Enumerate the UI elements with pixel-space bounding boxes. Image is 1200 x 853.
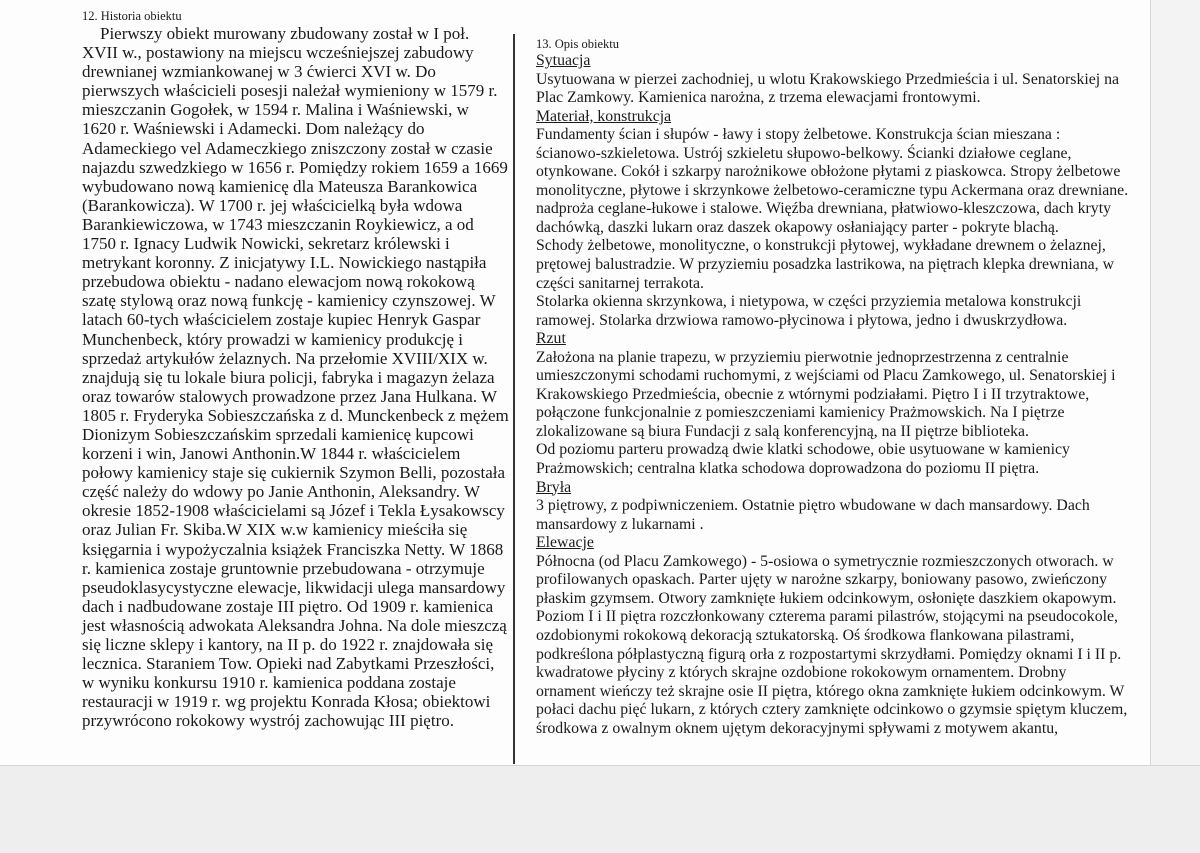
history-text-line: Adameckiego vel Adameczkiego zniszczony został w czasie [82, 138, 493, 158]
description-text-line: otynkowane. Cokół i szkarpy narożnikowe obłożone płytami z piaskowca. Stropy żelbetowe [536, 163, 1121, 181]
description-text-line: 3 piętrowy, z podpiwniczeniem. Ostatnie piętro wbudowane w dach mansardowy. Dach [536, 497, 1090, 515]
history-text-line: korzeni i win, Janowi Anthonin.W 1844 r. właścicielem [82, 444, 461, 464]
description-text-line: prętowej balustradzie. W przyziemiu posadzka lastrikowa, na piętrach klepka drewniana, w [536, 256, 1114, 274]
description-text-line: umieszczonymi schodami ruchomymi, z wejściami od Placu Zamkowego, ul. Senatorskiej i [536, 367, 1116, 385]
description-text-line: Fundamenty ścian i słupów - ławy i stopy żelbetowe. Konstrukcja ścian mieszana : [536, 126, 1061, 144]
history-text-line: Barankiewiczowa, w 1743 mieszczanin Roykiewicz, a od [82, 214, 474, 234]
history-text-line: mieszczanin Gogołek, w 1594 r. Malina i Waśniewski, w [82, 100, 469, 120]
description-text-line: monolityczne, płytowe i skrzynkowe żelbetowo-ceramiczne typu Ackermana oraz drewniane. [536, 181, 1129, 199]
history-text-line: drewnianej wzmiankowanej w 3 ćwierci XVI w. Do [82, 62, 436, 82]
history-text-line: się liczne sklepy i kantory, na II p. do 1922 r. znajdowała się [82, 635, 494, 654]
history-text-line: w wyniku konkursu 1910 r. kamienica poddana zostaje [82, 673, 456, 693]
history-text-line: oraz towarów stalowych prowadzone przez Jana Hulkana. W [82, 386, 498, 406]
history-text-line: połowy kamienicy staje się cukiernik Szymon Belli, pozostała [82, 463, 506, 483]
history-text-line: dach i nadbudowane zostaje III piętro. Od 1909 r. kamienica [82, 596, 494, 616]
description-text-line: ścianowo-szkieletowa. Ustrój szkieletu słupowo-belkowy. Ścianki działowe ceglane, [536, 144, 1072, 162]
description-text-line: Północna (od Placu Zamkowego) - 5-osiowa o symetrycznie rozmieszczonych otworach. w [536, 552, 1114, 570]
description-text-line: Założona na planie trapezu, w przyziemiu pierwotnie jednoprzestrzenna z centralnie [536, 348, 1069, 366]
history-text-line: okresie 1852-1908 właścicielami są Józef i Tekla Łysakowscy [82, 501, 505, 521]
history-text-line: znajdują się tu lokale biura policji, fabryka i magazyn żelaza [82, 367, 495, 387]
history-text-line: wybudowano nową kamienicę dla Mateusza Barankowica [82, 176, 478, 196]
description-text-line: Poziom I i II piętra rozczłonkowany czterema parami pilastrów, stojącymi na pseudocokole, [536, 608, 1118, 626]
history-text-line: lecznica. Staraniem Tow. Opieki nad Zabytkami Przeszłości, [82, 654, 495, 674]
history-section-title: 12. Historia obiektu [82, 9, 182, 23]
description-text-line: ornament wieńczy też skrajne osie II piętra, którego okna zamknięte łukiem odcinkowym. W [536, 682, 1125, 700]
subsection-heading: Bryła [536, 478, 572, 496]
history-text-line: 1805 r. Fryderyka Sobieszczańska z d. Munckenbeck z mężem [82, 405, 509, 425]
scan-margin-bottom [0, 765, 1200, 853]
description-text-line: podkreślona półplastyczną figurą orła z rozpostartymi skrzydłami. Pomiędzy oknami I i II p. [536, 645, 1122, 663]
subsection-heading: Elewacje [536, 534, 594, 552]
description-text-line: Usytuowana w pierzei zachodniej, u wlotu Krakowskiego Przedmieścia i ul. Senatorskiej na [536, 70, 1120, 88]
history-text-line: XVII w., postawiony na miejscu wcześniejszej zabudowy [82, 43, 474, 63]
history-text-line: część należy do wdowy po Janie Anthonin, Aleksandry. W [82, 482, 480, 502]
history-text-line: najazdu szwedzkiego w 1656 r. Pomiędzy rokiem 1659 a 1669 [82, 157, 508, 177]
column-divider [513, 34, 515, 764]
subsection-heading: Materiał, konstrukcja [536, 107, 672, 125]
description-text-line: połączone funkcjonalnie z pomieszczeniami kamienicy Prażmowskich. Na I piętrze [536, 404, 1065, 422]
history-text-line: Dionizym Sobieszczańskim sprzedali kamienicę kupcowi [82, 424, 474, 444]
description-text-line: dachówką, daszki lukarn oraz daszek okapowy osłaniający parter - pokryte blachą. [536, 218, 1059, 236]
history-text-line: Pierwszy obiekt murowany zbudowany został w I poł. [100, 24, 470, 43]
history-text-line: pierwszych właścicieli posesji należał wymieniony w 1579 r. [82, 81, 498, 101]
description-text-line: Plac Zamkowy. Kamienica narożna, z trzema elewacjami frontowymi. [536, 89, 981, 107]
history-text-line: 1750 r. Ignacy Ludwik Nowicki, sekretarz królewski i [82, 234, 450, 254]
history-text-line: restauracji w 1919 r. wg projektu Konrada Kłosa; obiektowi [82, 692, 491, 712]
description-text-line: profilowanych opaskach. Parter ujęty w narożne szkarpy, boniowany pasowo, zwieńczony [536, 571, 1107, 589]
description-column [536, 36, 1146, 738]
history-text-line: przywrócono rokokowy wystrój zachowując III piętro. [82, 711, 454, 731]
history-text-line: Munchenbeck, który prowadzi w kamienicy produkcję i [82, 329, 463, 349]
history-text [82, 24, 512, 730]
description-text-line: Krakowskiego Przedmieścia, obecnie z wtórnymi podziałami. Piętro I i II trzytraktowe, [536, 385, 1090, 403]
history-text-line: latach 60-tych właścicielem zostaje kupiec Henryk Gaspar [82, 310, 481, 330]
description-text [536, 52, 1146, 738]
description-text-line: Prażmowskich; centralna klatka schodowa doprowadzona do poziomu II piętra. [536, 460, 1040, 478]
description-text-line: kwadratowe płyciny z których skrajne ozdobione rokokowym ornamentem. Drobny [536, 664, 1067, 682]
description-text-line: nadproża ceglane-łukowe i stalowe. Więźba drewniana, płatwiowo-kleszczowa, dach kryty [536, 200, 1111, 218]
description-section-title: 13. Opis obiektu [536, 37, 619, 51]
history-text-line: r. kamienica zostaje gruntownie przebudowana - otrzymuje [82, 558, 485, 578]
history-text-line: księgarnia i wypożyczalnia książek Franciszka Netty. W 1868 [82, 539, 504, 559]
history-text-line: oraz Julian Fr. Skiba.W XIX w.w kamienicy mieściła się [82, 520, 468, 540]
description-text-line: połaci dachu pięć lukarn, z których cztery zamknięte odcinkowo o gzymsie spiętym kluczem, [536, 701, 1128, 719]
history-text-line: szatę stylową oraz nową funkcję - kamienicy czynszowej. W [82, 291, 496, 311]
history-text-line: metrykant koronny. Z inicjatywy I.L. Nowickiego nastąpiła [82, 253, 487, 273]
history-column [82, 8, 512, 730]
description-text-line: zlokalizowane są biura Fundacji z salą konferencyjną, na II piętrze biblioteka. [536, 422, 1030, 440]
description-text-line: Stolarka okienna skrzynkowa, i nietypowa, w części przyziemia metalowa konstrukcji [536, 293, 1082, 311]
description-text-line: Schody żelbetowe, monolityczne, o konstrukcji płytowej, wykładane drewnem o żelaznej, [536, 237, 1106, 255]
history-text-line: pseudoklasycystyczne elewacje, likwidacji ulega mansardowy [82, 577, 506, 597]
history-text-line: sprzedaż artykułów żelaznych. Na przełomie XVIII/XIX w. [82, 348, 488, 368]
description-text-line: ramowej. Stolarka drzwiowa ramowo-płycinowa i płytowa, jedno i dwuskrzydłowa. [536, 311, 1068, 329]
description-text-line: Od poziomu parteru prowadzą dwie klatki schodowe, obie usytuowane w kamienicy [536, 441, 1070, 459]
subsection-heading: Rzut [536, 330, 566, 348]
history-text-line: przebudowa obiektu - nadano elewacjom nową rokokową [82, 272, 475, 292]
subsection-heading: Sytuacja [536, 52, 591, 69]
history-text-line: 1620 r. Waśniewski i Adamecki. Dom należący do [82, 119, 425, 139]
description-text-line: środkowa z owalnym oknem ujętym dekoracyjnymi spływami z motywem akantu, [536, 719, 1059, 737]
description-text-line: mansardowy z lukarnami . [536, 515, 704, 533]
history-text-line: jest własnością adwokata Aleksandra Johna. Na dole mieszczą [82, 615, 507, 635]
history-text-line: (Barankowicza). W 1700 r. jej właścicielką była wdowa [82, 195, 463, 215]
scan-margin-right [1150, 0, 1200, 852]
description-text-line: ozdobionymi rokokową dekoracją sztukatorską. Oś środkowa flankowana pilastrami, [536, 626, 1075, 644]
description-text-line: części sanitarnej terrakota. [536, 274, 704, 292]
description-text-line: płaskim gzymsem. Otwory zamknięte łukiem odcinkowym, osłonięte daszkiem okapowym. [536, 589, 1117, 607]
